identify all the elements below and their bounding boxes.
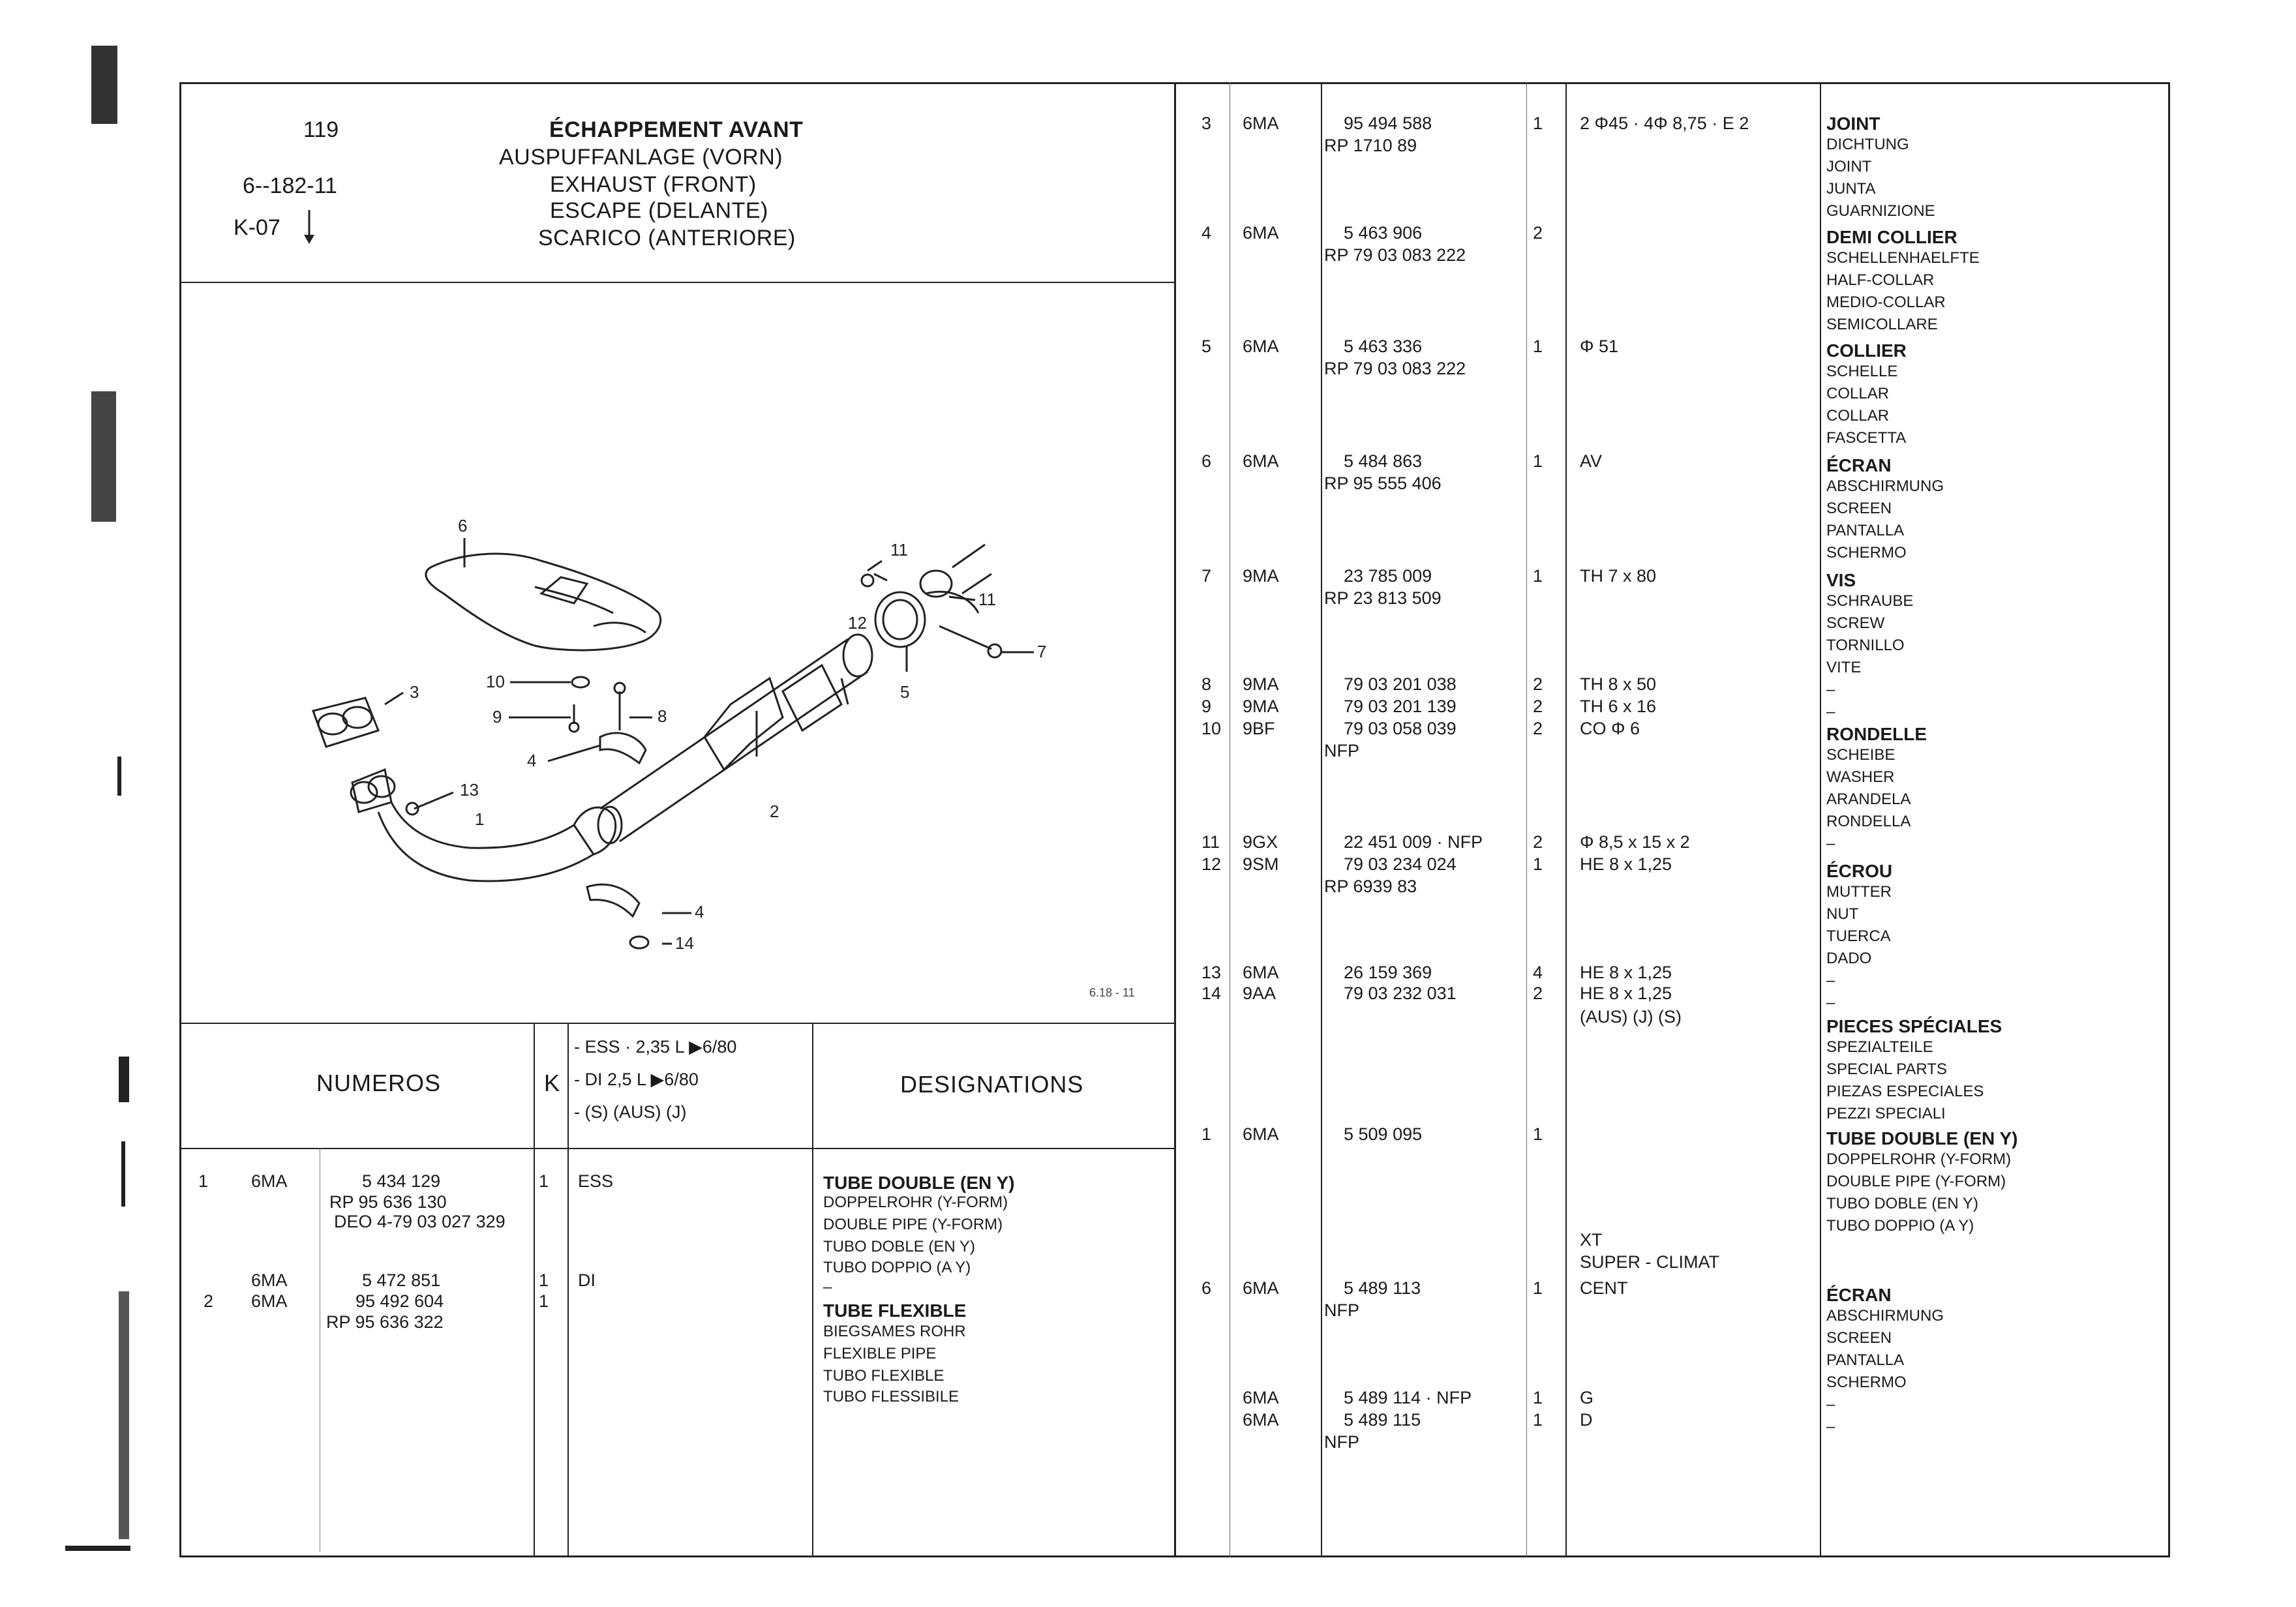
scan-mark	[65, 1546, 130, 1551]
right-row-qty: 1	[1533, 566, 1543, 586]
title-de: AUSPUFFANLAGE (VORN)	[499, 145, 783, 170]
right-desig-bold: COLLIER	[1826, 340, 1907, 361]
right-row-code: 9AA	[1243, 984, 1276, 1003]
colhead-top	[179, 1023, 1174, 1024]
right-row-num: 95 494 588	[1344, 113, 1432, 133]
right-row-qty: 1	[1533, 1388, 1543, 1407]
right-desig-bold: ÉCROU	[1826, 861, 1893, 881]
right-row-num2: RP 95 555 406	[1324, 473, 1442, 493]
right-row-pos: 14	[1201, 984, 1222, 1003]
right-row-pos: 6	[1201, 1278, 1212, 1298]
right-row-num: 79 03 201 038	[1344, 674, 1457, 694]
right-desig-line: HALF-COLLAR	[1826, 271, 1935, 289]
right-desig-line: SEMICOLLARE	[1826, 316, 1938, 333]
right-row-qty: 1	[1533, 337, 1543, 356]
right-desig-line: GUARNIZIONE	[1826, 202, 1935, 220]
right-row-qty: 2	[1533, 719, 1543, 738]
callout-1: 1	[475, 809, 485, 829]
right-desig-line: RONDELLA	[1826, 813, 1911, 830]
right-desig-bold: RONDELLE	[1826, 724, 1927, 744]
right-desig-line: COLLAR	[1826, 407, 1890, 425]
right-row-qty: 1	[1533, 113, 1543, 133]
scan-mark	[119, 1057, 129, 1102]
desig-line: DOUBLE PIPE (Y-FORM)	[823, 1216, 1003, 1233]
right-row-num: 5 489 115	[1344, 1410, 1421, 1430]
left-row-num: 5 472 851	[362, 1270, 441, 1290]
right-row-note: TH 7 x 80	[1580, 566, 1657, 586]
desig-bold: TUBE FLEXIBLE	[823, 1300, 967, 1321]
right-row-num2: RP 1710 89	[1324, 136, 1417, 155]
scan-mark	[91, 391, 116, 522]
right-desig-line: SCHERMO	[1826, 1374, 1907, 1391]
right-row-code: 6MA	[1243, 223, 1279, 243]
callout-4b: 4	[695, 902, 704, 922]
right-desig-line: PEZZI SPECIALI	[1826, 1105, 1946, 1122]
scan-mark	[121, 1141, 125, 1207]
variant-3: - (S) (AUS) (J)	[574, 1102, 687, 1122]
left-row-qty: 1	[539, 1270, 549, 1290]
title-fr: ÉCHAPPEMENT AVANT	[549, 117, 804, 142]
right-desig-line: TORNILLO	[1826, 637, 1905, 654]
right-desig-line: SPEZIALTEILE	[1826, 1038, 1933, 1056]
right-row-code: 9SM	[1243, 854, 1279, 874]
right-row-pos: 5	[1201, 337, 1212, 356]
col-k: K	[544, 1070, 561, 1096]
callout-7: 7	[1037, 642, 1047, 661]
col-k-left	[534, 1023, 535, 1557]
right-row-qty: 4	[1533, 963, 1543, 982]
right-desig-line: –	[1826, 681, 1835, 698]
right-row-num: 5 484 863	[1344, 451, 1423, 471]
scan-mark	[119, 1291, 129, 1539]
right-desig-line: NUT	[1826, 905, 1859, 923]
right-row-pos: 1	[1201, 1124, 1212, 1144]
desig-line: BIEGSAMES ROHR	[823, 1323, 966, 1340]
scan-mark	[91, 46, 117, 124]
right-row-note: XT	[1580, 1230, 1603, 1250]
right-row-pos: 13	[1201, 963, 1222, 982]
right-row-pos: 11	[1201, 832, 1220, 852]
right-desig-line: ABSCHIRMUNG	[1826, 1307, 1944, 1325]
right-desig-line: MEDIO-COLLAR	[1826, 293, 1946, 311]
desig-line: TUBO FLEXIBLE	[823, 1367, 944, 1385]
desig-line: –	[823, 1278, 832, 1296]
right-row-note: HE 8 x 1,25	[1580, 984, 1672, 1003]
right-row-note: CENT	[1580, 1278, 1628, 1298]
frame-left	[179, 82, 181, 1557]
callout-5: 5	[900, 682, 910, 702]
right-desig-bold: ÉCRAN	[1826, 1285, 1892, 1305]
callout-14: 14	[675, 933, 694, 953]
right-row-num2: NFP	[1324, 741, 1359, 760]
right-row-note: Φ 8,5 x 15 x 2	[1580, 832, 1690, 852]
right-row-qty: 1	[1533, 451, 1543, 471]
right-desig-line: JUNTA	[1826, 180, 1876, 198]
ref-code: 6--182-11	[243, 173, 337, 198]
right-row-num: 22 451 009 · NFP	[1344, 832, 1483, 852]
right-row-num2: NFP	[1324, 1432, 1359, 1452]
right-row-num: 5 463 336	[1344, 337, 1423, 356]
right-row-code: 6MA	[1243, 1388, 1279, 1407]
page-number: 119	[303, 117, 339, 142]
right-row-num: 79 03 058 039	[1344, 719, 1457, 738]
exhaust-diagram	[196, 287, 1161, 991]
left-row-num: 5 434 129	[362, 1171, 441, 1191]
right-row-note: HE 8 x 1,25	[1580, 963, 1672, 982]
right-desig-line: DOUBLE PIPE (Y-FORM)	[1826, 1173, 2006, 1190]
callout-13: 13	[460, 780, 479, 800]
right-row-qty: 1	[1533, 1124, 1543, 1144]
right-row-code: 6MA	[1243, 1124, 1279, 1144]
callout-8: 8	[657, 706, 667, 726]
right-desig-line: –	[1826, 835, 1835, 852]
right-row-num: 5 489 113	[1344, 1278, 1421, 1298]
right-row-qty: 2	[1533, 984, 1543, 1003]
right-desig-line: VITE	[1826, 659, 1862, 676]
right-desig-line: TUERCA	[1826, 927, 1891, 945]
right-row-pos: 4	[1201, 223, 1212, 243]
right-desig-line: PANTALLA	[1826, 1351, 1905, 1369]
right-row-note: TH 6 x 16	[1580, 697, 1657, 716]
desig-line: TUBO DOPPIO (A Y)	[823, 1259, 971, 1276]
right-desig-line: PIEZAS ESPECIALES	[1826, 1083, 1984, 1100]
variant-1: - ESS · 2,35 L ▶6/80	[574, 1037, 737, 1057]
right-row-note: G	[1580, 1388, 1594, 1407]
right-row-qty: 1	[1533, 854, 1543, 874]
desig-line: DOPPELROHR (Y-FORM)	[823, 1194, 1008, 1211]
right-desig-bold: DEMI COLLIER	[1826, 227, 1957, 247]
right-desig-line: PANTALLA	[1826, 522, 1905, 539]
right-row-num2: NFP	[1324, 1300, 1359, 1320]
col-numeros: NUMEROS	[316, 1070, 442, 1096]
right-desig-bold: ÉCRAN	[1826, 455, 1892, 475]
rcol-note	[1565, 82, 1567, 1557]
right-desig-line: DICHTUNG	[1826, 136, 1909, 153]
right-desig-bold: TUBE DOUBLE (EN Y)	[1826, 1128, 2018, 1149]
left-row-note: DI	[578, 1270, 596, 1290]
right-desig-line: SPECIAL PARTS	[1826, 1060, 1947, 1078]
right-row-num: 79 03 234 024	[1344, 854, 1457, 874]
right-row-qty: 1	[1533, 1410, 1543, 1430]
right-row-num: 26 159 369	[1344, 963, 1432, 982]
right-desig-line: SCHELLENHAELFTE	[1826, 249, 1980, 267]
right-row-note: (AUS) (J) (S)	[1580, 1007, 1682, 1027]
figure-ref: 6.18 - 11	[1089, 986, 1135, 999]
right-desig-bold: JOINT	[1826, 113, 1881, 134]
right-row-num2: RP 23 813 509	[1324, 588, 1442, 608]
right-row-code: 6MA	[1243, 963, 1279, 982]
callout-11b: 11	[978, 590, 996, 609]
left-row-num: DEO 4-79 03 027 329	[334, 1212, 506, 1231]
right-row-note: Φ 51	[1580, 337, 1619, 356]
right-row-code: 9BF	[1243, 719, 1275, 738]
right-row-num2: RP 79 03 083 222	[1324, 245, 1466, 265]
right-row-num: 5 463 906	[1344, 223, 1423, 243]
right-desig-line: –	[1826, 703, 1835, 721]
right-row-code: 6MA	[1243, 1278, 1279, 1298]
right-row-code: 6MA	[1243, 451, 1279, 471]
right-row-num2: RP 79 03 083 222	[1324, 359, 1466, 378]
col-desig-left	[812, 1023, 813, 1557]
left-row-note: ESS	[578, 1171, 614, 1191]
right-row-note: AV	[1580, 451, 1603, 471]
right-desig-line: MUTTER	[1826, 883, 1892, 901]
right-desig-line: SCHELLE	[1826, 363, 1898, 380]
right-desig-line: –	[1826, 972, 1835, 989]
right-row-note: SUPER - CLIMAT	[1580, 1252, 1720, 1272]
right-desig-line: SCREW	[1826, 614, 1885, 632]
left-row-pos: 2	[204, 1291, 214, 1311]
right-row-pos: 7	[1201, 566, 1212, 586]
right-row-code: 6MA	[1243, 337, 1279, 356]
right-desig-line: TUBO DOPPIO (A Y)	[1826, 1217, 1974, 1235]
title-it: SCARICO (ANTERIORE)	[538, 226, 796, 250]
left-row-num: 95 492 604	[355, 1291, 444, 1311]
left-row-num: RP 95 636 130	[329, 1192, 447, 1212]
right-row-num2: RP 6939 83	[1324, 877, 1417, 896]
right-row-note: CO Φ 6	[1580, 719, 1640, 738]
left-row-code: 6MA	[251, 1291, 288, 1311]
right-desig-line: –	[1826, 1396, 1835, 1413]
right-row-qty: 1	[1533, 1278, 1543, 1298]
title-en: EXHAUST (FRONT)	[550, 172, 757, 197]
right-desig-line: –	[1826, 994, 1835, 1012]
left-row-qty: 1	[539, 1291, 549, 1311]
right-row-code: 9MA	[1243, 674, 1279, 694]
right-row-note: TH 8 x 50	[1580, 674, 1657, 694]
left-row-code: 6MA	[251, 1171, 288, 1191]
right-row-qty: 2	[1533, 674, 1543, 694]
left-panel-divider	[1174, 82, 1176, 1557]
arrow-down-icon	[301, 209, 317, 245]
desig-bold: TUBE DOUBLE (EN Y)	[823, 1173, 1015, 1193]
right-row-num: 23 785 009	[1344, 566, 1432, 586]
colhead-bottom	[179, 1148, 1174, 1149]
right-desig-line: ABSCHIRMUNG	[1826, 477, 1944, 495]
right-desig-line: DOPPELROHR (Y-FORM)	[1826, 1150, 2012, 1168]
right-row-code: 9GX	[1243, 832, 1278, 852]
left-row-pos: 1	[198, 1171, 209, 1191]
left-row-code: 6MA	[251, 1270, 288, 1290]
right-row-note: 2 Φ45 · 4Φ 8,75 · E 2	[1580, 113, 1749, 133]
left-row-qty: 1	[539, 1171, 549, 1191]
right-row-code: 9MA	[1243, 566, 1279, 586]
right-desig-line: FASCETTA	[1826, 429, 1907, 447]
right-row-pos: 3	[1201, 113, 1212, 133]
right-row-qty: 2	[1533, 697, 1543, 716]
title-es: ESCAPE (DELANTE)	[550, 198, 768, 223]
callout-11: 11	[890, 540, 908, 560]
callout-4: 4	[527, 751, 537, 770]
right-row-pos: 12	[1201, 854, 1222, 874]
right-row-note: D	[1580, 1410, 1593, 1430]
right-row-qty: 2	[1533, 832, 1543, 852]
rcol-qty	[1526, 82, 1527, 1557]
callout-9: 9	[492, 707, 502, 727]
right-desig-line: ARANDELA	[1826, 790, 1911, 808]
callout-3: 3	[410, 682, 419, 702]
right-desig-line: JOINT	[1826, 158, 1872, 175]
right-row-code: 9MA	[1243, 697, 1279, 716]
callout-6: 6	[458, 516, 468, 535]
right-row-pos: 9	[1201, 697, 1212, 716]
callout-2: 2	[770, 802, 779, 821]
right-desig-line: –	[1826, 1418, 1835, 1435]
right-desig-line: SCHERMO	[1826, 544, 1907, 562]
right-desig-line: SCREEN	[1826, 1329, 1892, 1347]
variant-2: - DI 2,5 L ▶6/80	[574, 1070, 699, 1089]
right-row-note: HE 8 x 1,25	[1580, 854, 1672, 874]
col-designations: DESIGNATIONS	[900, 1071, 1084, 1098]
right-desig-line: SCHRAUBE	[1826, 592, 1914, 610]
desig-line: TUBO FLESSIBILE	[823, 1388, 959, 1405]
rcol-desig	[1820, 82, 1821, 1557]
desig-line: FLEXIBLE PIPE	[823, 1345, 937, 1362]
right-row-num: 79 03 201 139	[1344, 697, 1457, 716]
right-desig-line: COLLAR	[1826, 385, 1890, 402]
right-row-pos: 8	[1201, 674, 1212, 694]
right-row-qty: 2	[1533, 223, 1543, 243]
right-row-num: 5 509 095	[1344, 1124, 1423, 1144]
right-desig-line: SCHEIBE	[1826, 746, 1896, 764]
desig-line: TUBO DOBLE (EN Y)	[823, 1238, 975, 1255]
right-row-pos: 10	[1201, 719, 1222, 738]
right-desig-line: SCREEN	[1826, 500, 1892, 517]
callout-12: 12	[848, 613, 867, 633]
header-divider	[179, 282, 1174, 283]
right-row-code: 6MA	[1243, 1410, 1279, 1430]
col-k-right	[567, 1023, 569, 1557]
right-desig-line: WASHER	[1826, 768, 1895, 786]
left-row-num: RP 95 636 322	[326, 1312, 444, 1332]
right-desig-line: TUBO DOBLE (EN Y)	[1826, 1195, 1978, 1212]
k-code: K-07	[234, 215, 280, 240]
right-row-num: 79 03 232 031	[1344, 984, 1457, 1003]
right-row-code: 6MA	[1243, 113, 1279, 133]
right-row-num: 5 489 114 · NFP	[1344, 1388, 1472, 1407]
rcol-code	[1321, 82, 1322, 1557]
callout-10: 10	[486, 672, 505, 691]
right-desig-bold: VIS	[1826, 570, 1856, 590]
right-desig-line: DADO	[1826, 950, 1872, 967]
right-desig-bold: PIECES SPÉCIALES	[1826, 1016, 2002, 1036]
scan-mark	[117, 757, 121, 796]
right-row-pos: 6	[1201, 451, 1212, 471]
frame-right	[2168, 82, 2170, 1557]
